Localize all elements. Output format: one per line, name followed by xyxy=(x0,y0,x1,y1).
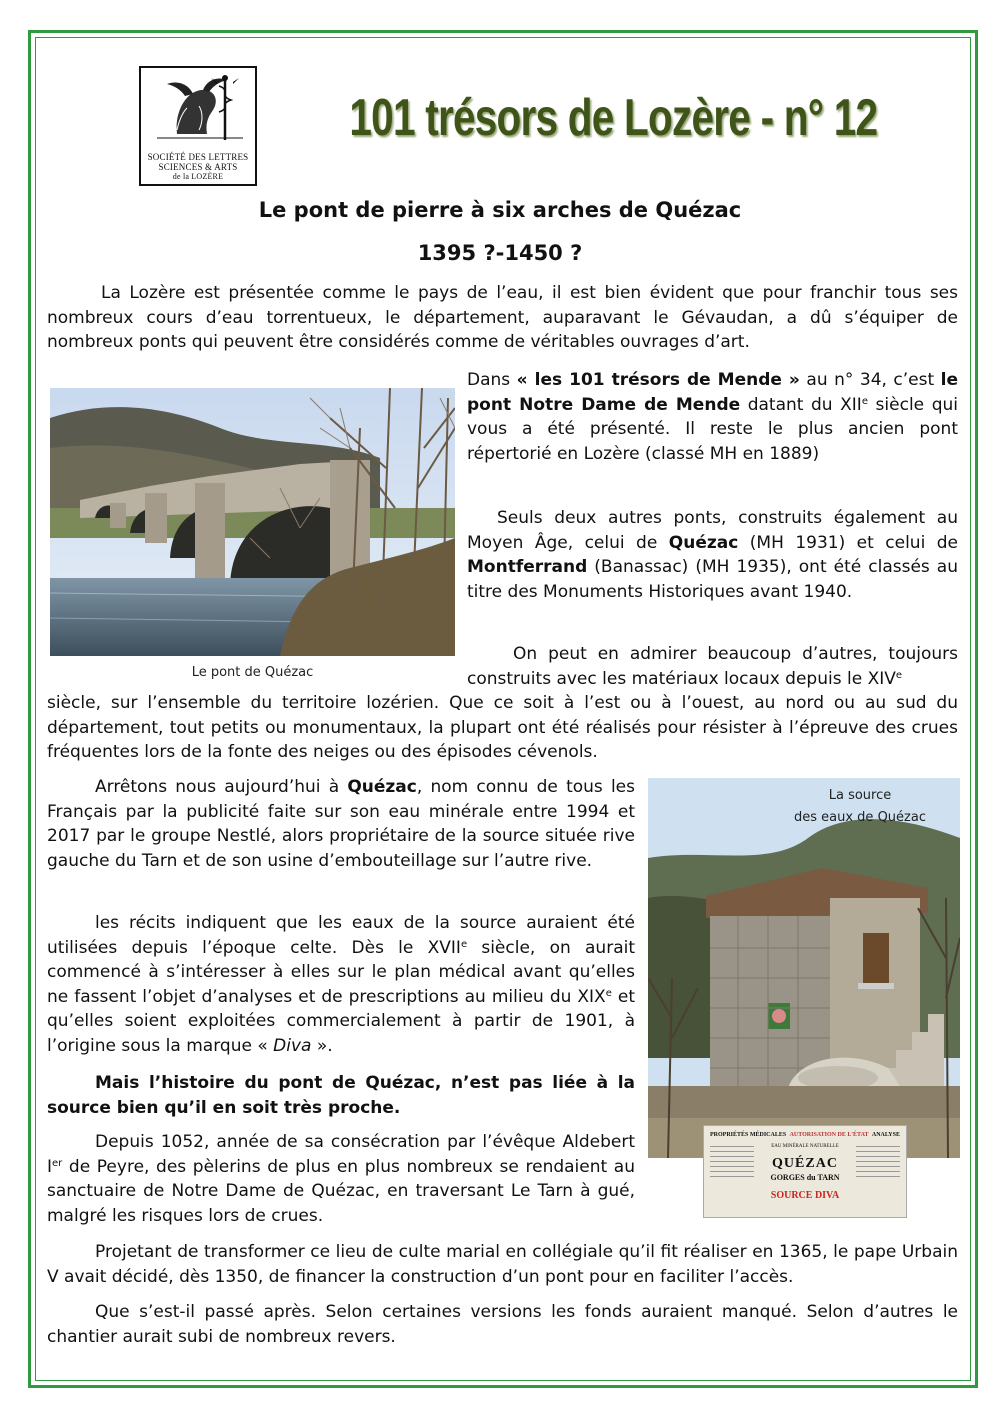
logo-line-2: SCIENCES & ARTS xyxy=(158,162,238,172)
paragraph-bridge-not-linked: Mais l’histoire du pont de Quézac, n’est pas liée à la source bien qu’il en soit très proche. xyxy=(47,1073,635,1118)
intro-paragraph: La Lozère est présentée comme le pays de l’eau, il est bien évident que pour franchir tous ses nombreux cours d’eau torrentueux, le département, auparavant le Gévaudan, a dû s’équiper de nombreux ponts qui peuvent être considérés comme de véritables ouvrages d’art. xyxy=(47,283,958,353)
diva-card-small: EAU MINÉRALE NATURELLE xyxy=(771,1144,839,1149)
diva-card-subtitle: GORGES du TARN xyxy=(770,1173,840,1182)
diva-card-left: PROPRIÉTÉS MÉDICALES xyxy=(710,1132,787,1138)
paragraph-urbain-v: Projetant de transformer ce lieu de culte marial en collégiale qu’il fit réaliser en 1365, le pape Urbain V avait décidé, dès 1350, de financer la construction d’un pont pour en faciliter l’accès. xyxy=(47,1242,958,1287)
p5-text-b: siècle, on aurait commencé à s’intéresser à elles sur le plan médical avant qu’elles ne fassent l’objet d’analyses et de prescriptions au milieu du XIX xyxy=(47,937,635,1007)
source-label-1: La source xyxy=(828,788,892,803)
p1-text-a: Dans xyxy=(467,370,517,390)
p1-sup: e xyxy=(861,395,868,407)
p7-text-b: de Peyre, des pèlerins de plus en plus nombreux se rendaient au sanctuaire de Notre Dame de Quézac, en traversant Le Tarn à gué, malgré les risques lors de crues. xyxy=(47,1156,635,1226)
p2-bold-montferrand: Montferrand xyxy=(467,557,588,578)
p1-bold-pont: le pont Notre Dame de Mende xyxy=(467,370,958,415)
p1-bold-trésors: « les 101 trésors de Mende » xyxy=(516,370,800,390)
p5-text-d: ». xyxy=(311,1035,333,1056)
p5-text-c: et qu’elles soient exploitées commercialement à partir de 1901, à l’origine sous la marque « xyxy=(47,986,635,1056)
logo-line-1: SOCIÉTÉ DES LETTRES xyxy=(147,152,249,162)
p1-text-e: siècle qui vous a été présenté. Il reste le plus ancien pont répertorié en Lozère (classé MH en 1889) xyxy=(467,394,958,464)
masthead-title: 101 trésors de Lozère - n° 12 xyxy=(349,89,878,147)
diva-card-right: ANALYSE xyxy=(871,1132,900,1138)
paragraph-many-others-start xyxy=(467,642,958,691)
p1-text-c: au n° 34, c’est xyxy=(799,370,941,390)
paragraph-what-happened: Que s’est-il passé après. Selon certaines versions les fonds auraient manqué. Selon d’autres le chantier aurait subi de nombreux revers. xyxy=(47,1302,958,1347)
p3-text-a: On peut en admirer beaucoup d’autres, toujours construits avec les matériaux locaux depuis le XIV xyxy=(467,644,958,689)
paragraph-many-others-end: siècle, sur l’ensemble du territoire lozérien. Que ce soit à l’est ou à l’ouest, au nord ou au sud du département, tout petits ou monumentaux, la plupart ont été réalisés pour résister à l’épreuve des crues fréquentes lors de la fonte des neiges ou des épisodes cévenols. xyxy=(47,693,958,763)
p2-bold-quezac: Quézac xyxy=(668,532,739,553)
paragraph-other-bridges xyxy=(467,506,958,604)
society-logo xyxy=(139,66,257,186)
diva-card-header xyxy=(704,1132,906,1138)
hermes-figure-icon xyxy=(147,72,251,142)
p4-text-c: , nom connu de tous les Français par la publicité faite sur son eau minérale entre 1994 et 2017 par le groupe Nestlé, alors propriétaire de la source située rive gauche du Tarn et de son usine d’embouteillage sur l’autre rive. xyxy=(47,777,635,871)
diva-card-source: SOURCE DIVA xyxy=(770,1190,840,1201)
paragraph-mende xyxy=(467,368,958,466)
bridge-photo-caption: Le pont de Quézac xyxy=(191,665,314,680)
p4-text-a: Arrêtons nous aujourd’hui à xyxy=(95,777,348,797)
p5-sup-2: e xyxy=(605,987,612,999)
p5-italic-diva: Diva xyxy=(273,1035,312,1056)
p7-text-a: Depuis 1052, année de sa consécration par l’évêque Aldebert I xyxy=(47,1132,635,1177)
p1-text-d: datant du XII xyxy=(740,394,862,415)
logo-line-3: de la LOZÈRE xyxy=(172,172,224,181)
diva-card-center: AUTORISATION DE L'ÉTAT xyxy=(789,1132,869,1138)
source-label-2: des eaux de Quézac xyxy=(794,810,926,825)
article-dates: 1395 ?-1450 ? xyxy=(417,241,583,265)
paragraph-quezac-intro xyxy=(47,775,635,873)
diva-label-card xyxy=(703,1125,907,1218)
p2-text-a: Seuls deux autres ponts, construits également au Moyen Âge, celui de xyxy=(467,508,958,553)
diva-card-brand: QUÉZAC xyxy=(772,1156,838,1171)
source-photo xyxy=(648,778,960,1158)
logo-caption xyxy=(141,152,255,182)
bridge-photo xyxy=(50,388,455,656)
p7-sup: er xyxy=(52,1157,63,1169)
paragraph-pilgrims xyxy=(47,1130,635,1228)
p2-text-d: (Banassac) (MH 1935), ont été classés au titre des Monuments Historiques avant 1940. xyxy=(467,557,958,602)
p2-text-c: (MH 1931) et celui de xyxy=(738,532,958,553)
article-title: Le pont de pierre à six arches de Quézac xyxy=(258,198,742,222)
p5-sup-1: e xyxy=(460,938,468,950)
paragraph-source-history xyxy=(47,911,635,1059)
p3-sup: e xyxy=(895,669,903,681)
p5-text-a: les récits indiquent que les eaux de la source auraient été utilisées depuis l’époque celte. Dès le XVII xyxy=(47,913,635,958)
p4-bold-quezac: Quézac xyxy=(347,777,417,797)
